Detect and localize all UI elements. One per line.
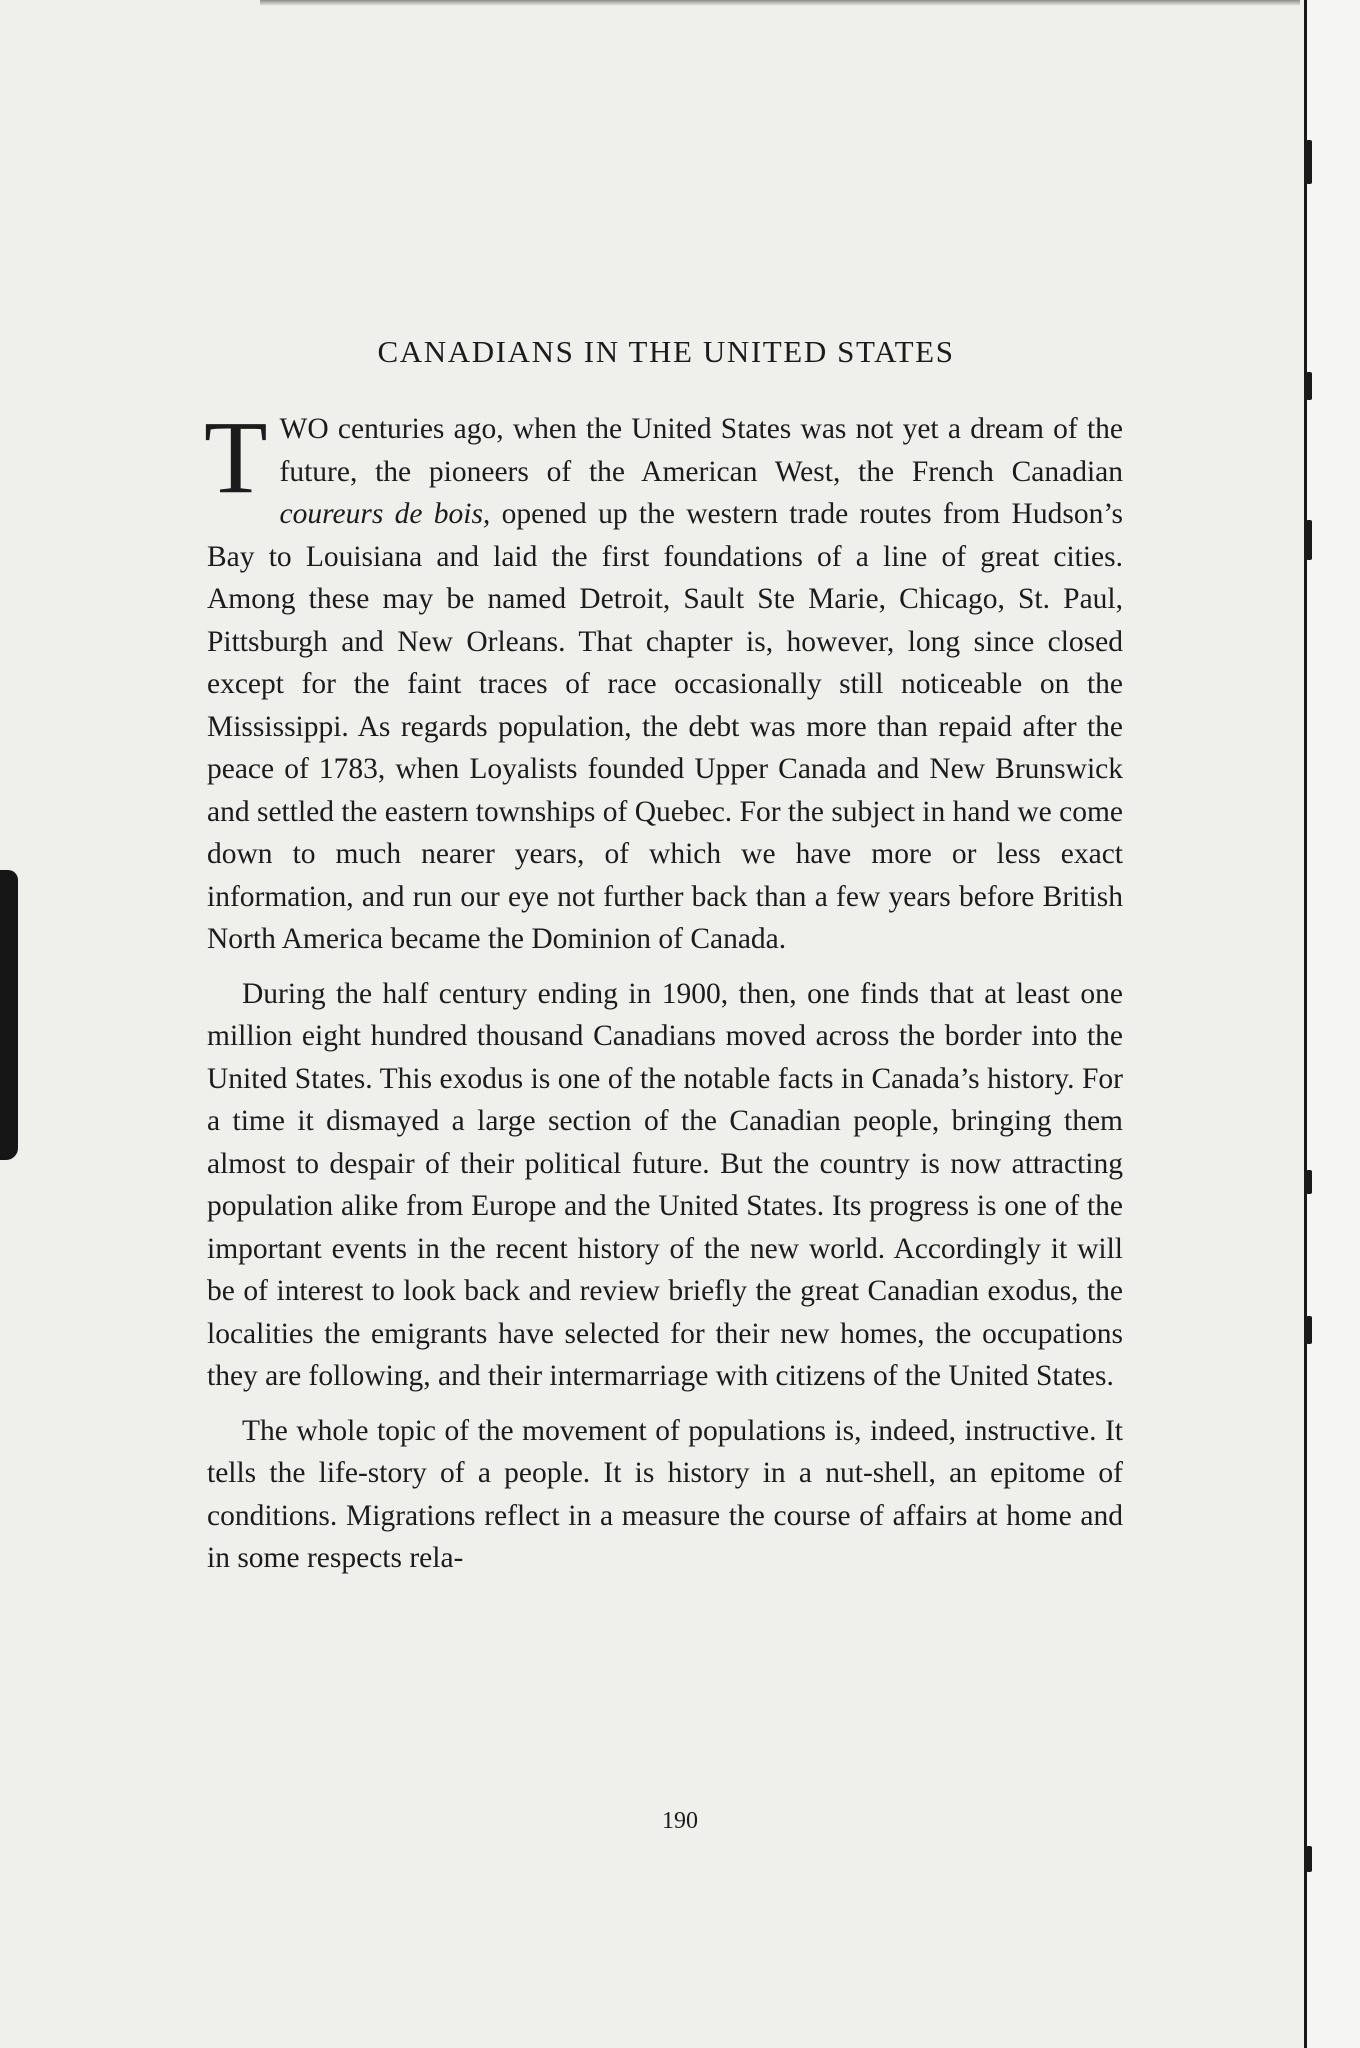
edge-mark	[1306, 140, 1312, 184]
page-top-shadow	[260, 0, 1300, 6]
paragraph-3: The whole topic of the movement of populations is, indeed, instructive. It tells the life-story of a people. It is history in a nut-shell, an epitome of conditions. Migrations reflect in a measure the course of affairs at home and in some respects rela-	[207, 1414, 1123, 1574]
edge-mark	[1306, 520, 1312, 560]
paragraph-1-italic: coureurs de bois,	[279, 498, 491, 530]
paragraph-1-text-b: opened up the western trade routes from Hudson’s Bay to Louisiana and laid the first foundations of a line of great cities. Among these may be named Detroit, Sault Ste Marie, Chicago, St. Paul, Pittsburgh and New Orleans. That chapter is, however, long since closed except for the faint traces of race occasionally still noticeable on the Mississippi. As regards population, the debt was more than repaid after the peace of 1783, when Loyalists founded Upper Canada and New Brunswick and settled the eastern townships of Quebec. For the subject in hand we come down to much nearer years, of which we have more or less exact information, and run our eye not further back than a few years before British North America became the Dominion of Canada.	[207, 498, 1123, 955]
drop-cap: T	[204, 400, 268, 515]
paragraph-2: During the half century ending in 1900, then, one finds that at least one million eight hundred thousand Canadians moved across the border into the United States. This exodus is one of the notable facts in Canada’s history. For a time it dismayed a large section of the Canadian people, bringing them almost to despair of their political future. But the country is now attracting population alike from Europe and the United States. Its progress is one of the important events in the recent history of the new world. Accordingly it will be of interest to look back and review briefly the great Canadian exodus, the localities the emigrants have selected for their new homes, the occupations they are following, and their intermarriage with citizens of the United States.	[207, 977, 1123, 1392]
chapter-title: CANADIANS IN THE UNITED STATES	[377, 334, 955, 369]
paragraph-1	[204, 400, 1123, 961]
edge-mark	[1306, 1316, 1312, 1344]
body-text	[204, 400, 1123, 1580]
page-number: 190	[662, 1808, 698, 1834]
paragraph-1-text-a: WO centuries ago, when the United States was not yet a dream of the future, the pioneers of the American West, the French Canadian	[279, 413, 1123, 488]
edge-mark	[1306, 372, 1312, 400]
book-spine-edge	[0, 870, 18, 1160]
edge-mark	[1306, 1846, 1312, 1872]
edge-mark	[1306, 1170, 1312, 1194]
page-right-edge	[1304, 0, 1360, 2048]
